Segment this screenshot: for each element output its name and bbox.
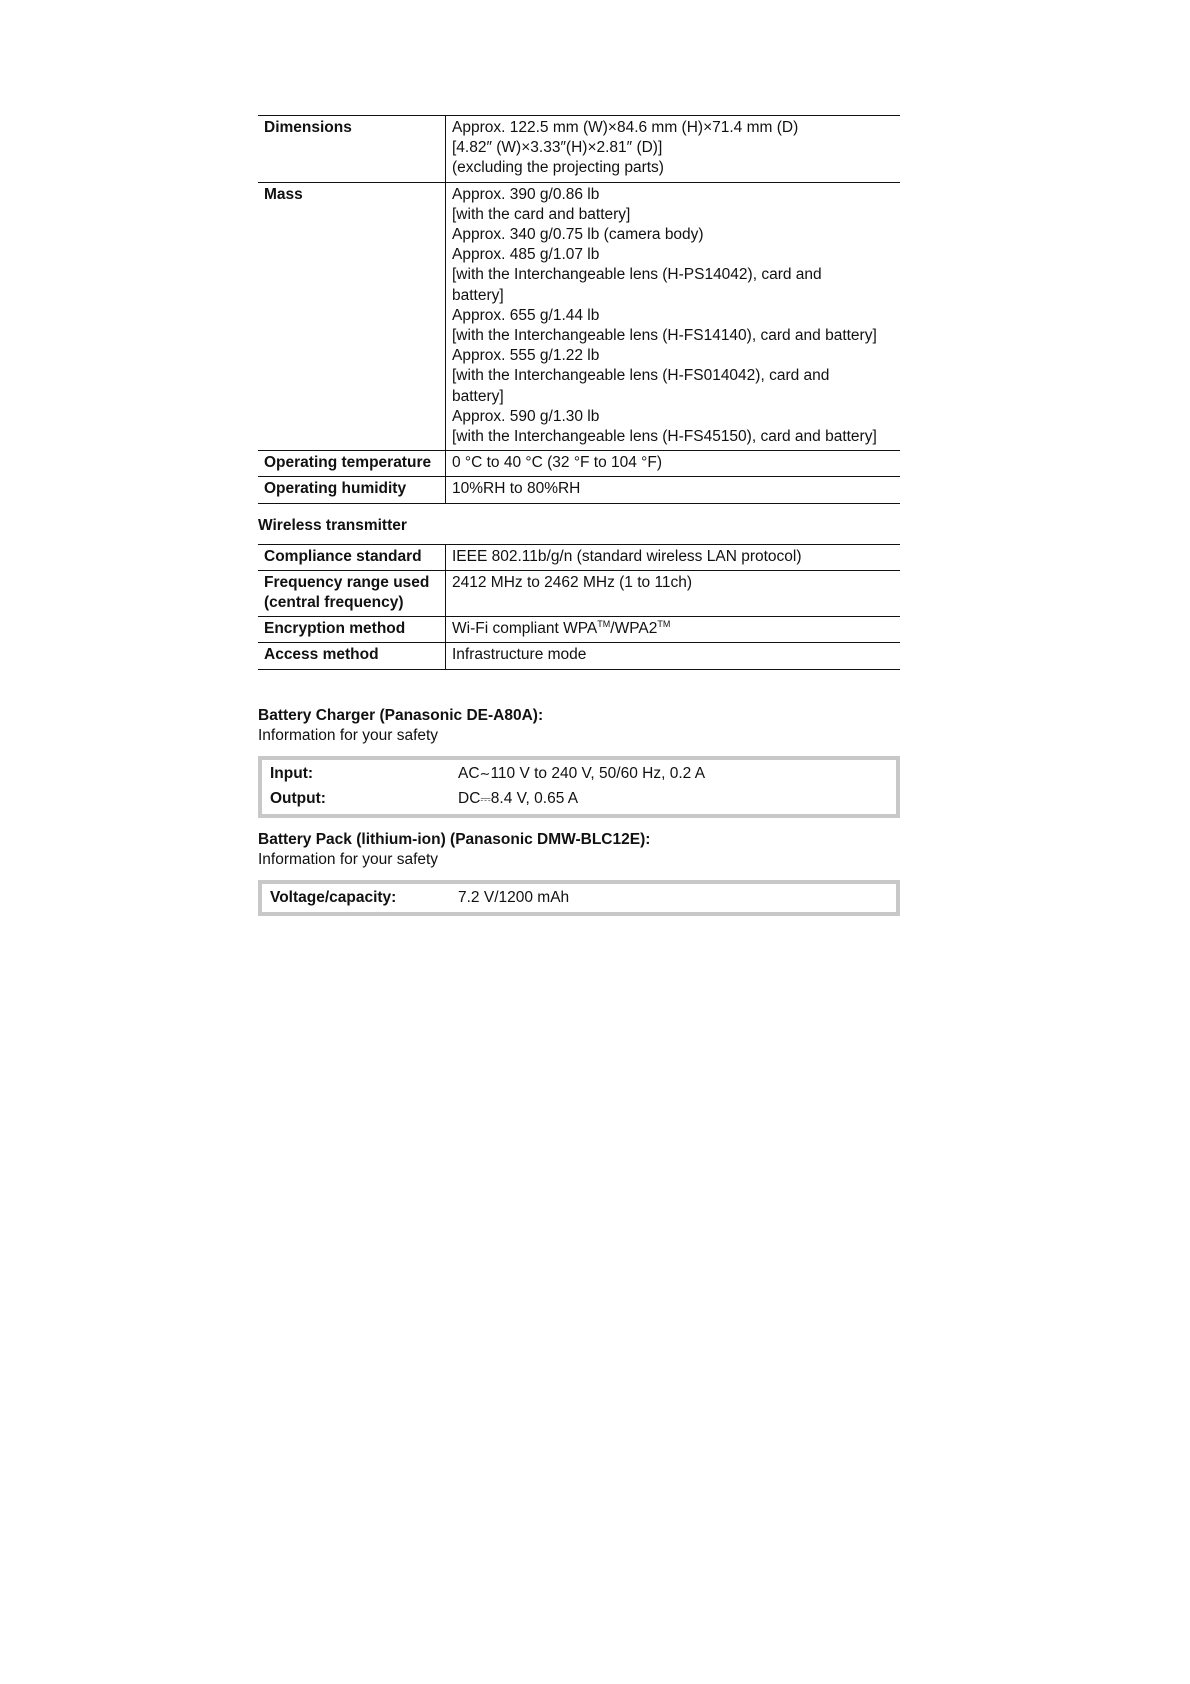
charger-subheading: Information for your safety bbox=[258, 726, 439, 744]
output-label: Output: bbox=[270, 789, 326, 807]
ac-symbol-icon: ∼ bbox=[479, 766, 491, 782]
input-value: 110 V to 240 V, 50/60 Hz, 0.2 A bbox=[490, 764, 706, 782]
spec-key: Operating temperature bbox=[258, 451, 446, 477]
spec-line: [with the card and battery] bbox=[452, 205, 631, 223]
trademark-mark: TM bbox=[657, 619, 671, 630]
dc-prefix: DC bbox=[458, 789, 481, 807]
spec-value: 2412 MHz to 2462 MHz (1 to 11ch) bbox=[446, 570, 901, 616]
table-row bbox=[258, 570, 900, 616]
spec-line: Approx. 122.5 mm (W)×84.6 mm (H)×71.4 mm (D) bbox=[452, 119, 799, 136]
spec-key: Dimensions bbox=[258, 116, 446, 183]
spec-page bbox=[258, 115, 900, 916]
battery-heading: Battery Pack (lithium-ion) (Panasonic DMW-BLC12E): bbox=[258, 830, 651, 848]
spec-value: 0 °C to 40 °C (32 °F to 104 °F) bbox=[446, 451, 901, 477]
spec-key: Operating humidity bbox=[258, 477, 446, 503]
battery-subheading: Information for your safety bbox=[258, 850, 439, 868]
table-row bbox=[258, 451, 900, 477]
table-row bbox=[258, 643, 900, 669]
input-label: Input: bbox=[270, 764, 314, 782]
spec-line: [with the Interchangeable lens (H-PS14042), card and bbox=[452, 266, 822, 284]
spec-key-line: (central frequency) bbox=[264, 594, 404, 612]
voltage-value: 7.2 V/1200 mAh bbox=[458, 888, 570, 906]
spec-line: battery] bbox=[452, 387, 504, 405]
spec-line: Approx. 590 g/1.30 lb bbox=[452, 407, 600, 425]
spec-line: [4.82″ (W)×3.33″(H)×2.81″ (D)] bbox=[452, 139, 663, 157]
voltage-row bbox=[270, 886, 888, 910]
spec-line: Approx. 340 g/0.75 lb (camera body) bbox=[452, 226, 704, 244]
battery-rating-box bbox=[258, 880, 900, 916]
ac-prefix: AC bbox=[458, 764, 480, 782]
table-row bbox=[258, 617, 900, 643]
spec-key-line: Frequency range used bbox=[264, 573, 430, 591]
table-row bbox=[258, 116, 900, 183]
output-value-group bbox=[458, 787, 578, 812]
encryption-prefix: Wi-Fi compliant WPA bbox=[452, 620, 598, 638]
spec-line: Approx. 485 g/1.07 lb bbox=[452, 246, 600, 264]
spec-line: (excluding the projecting parts) bbox=[452, 159, 664, 177]
spec-key: Access method bbox=[258, 643, 446, 669]
spec-key: Mass bbox=[258, 182, 446, 451]
trademark-mark: TM bbox=[597, 619, 611, 630]
spec-line: Approx. 555 g/1.22 lb bbox=[452, 347, 600, 365]
spec-value bbox=[446, 617, 901, 643]
spec-line: [with the Interchangeable lens (H-FS14140), card and battery] bbox=[452, 327, 877, 345]
spec-line: [with the Interchangeable lens (H-FS014042), card and bbox=[452, 367, 830, 385]
spec-value: IEEE 802.11b/g/n (standard wireless LAN protocol) bbox=[446, 544, 901, 570]
general-spec-table bbox=[258, 115, 900, 504]
encryption-mid: /WPA2 bbox=[610, 620, 658, 638]
spec-line: [with the Interchangeable lens (H-FS45150), card and battery] bbox=[452, 428, 877, 446]
voltage-label: Voltage/capacity: bbox=[270, 888, 397, 906]
charger-heading: Battery Charger (Panasonic DE-A80A): bbox=[258, 706, 544, 724]
spec-value bbox=[446, 182, 901, 451]
output-row bbox=[270, 787, 888, 812]
table-row bbox=[258, 182, 900, 451]
spec-line: Approx. 390 g/0.86 lb bbox=[452, 185, 600, 203]
wireless-heading: Wireless transmitter bbox=[258, 516, 407, 534]
dc-symbol-icon: ⎓ bbox=[480, 791, 491, 807]
spec-key: Encryption method bbox=[258, 617, 446, 643]
output-value: 8.4 V, 0.65 A bbox=[490, 789, 579, 807]
input-value-group bbox=[458, 762, 705, 787]
input-row bbox=[270, 762, 888, 787]
wireless-spec-table bbox=[258, 544, 900, 670]
spec-value: 10%RH to 80%RH bbox=[446, 477, 901, 503]
spec-line: Approx. 655 g/1.44 lb bbox=[452, 306, 600, 324]
table-row bbox=[258, 477, 900, 503]
table-row bbox=[258, 544, 900, 570]
charger-rating-box bbox=[258, 756, 900, 818]
spec-key bbox=[258, 570, 446, 616]
spec-line: battery] bbox=[452, 286, 504, 304]
spec-value: Infrastructure mode bbox=[446, 643, 901, 669]
spec-key: Compliance standard bbox=[258, 544, 446, 570]
spec-value bbox=[446, 116, 901, 183]
